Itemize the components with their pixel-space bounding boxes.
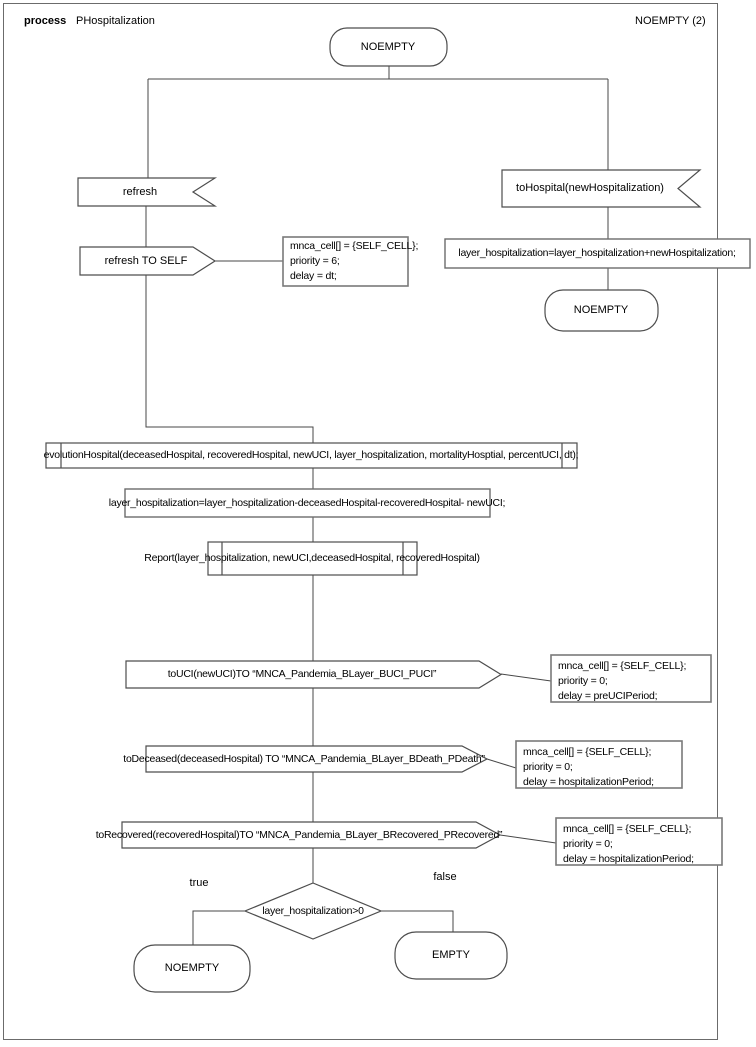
- state-start-label: NOEMPTY: [360, 41, 416, 53]
- state-end-true-label: NOEMPTY: [164, 962, 220, 974]
- header-process-name: PHospitalization: [76, 15, 155, 27]
- receive-refresh-shape[interactable]: [78, 178, 215, 206]
- note-touci-line-2: priority = 0;: [558, 675, 608, 687]
- process-report-box[interactable]: [208, 542, 417, 575]
- note-todeceased-line-3: delay = hospitalizationPeriod;: [523, 776, 654, 788]
- note-torecovered-line-3: delay = hospitalizationPeriod;: [563, 853, 694, 865]
- connector-torecovered-note: [500, 835, 556, 843]
- state-end-false-label: EMPTY: [432, 949, 470, 961]
- note-todeceased-box[interactable]: [516, 741, 682, 788]
- note-refresh-line-1: mnca_cell[] = {SELF_CELL};: [290, 240, 419, 252]
- process-report-label: Report(layer_hospitalization, newUCI,deceasedHospital, recoveredHospital): [144, 552, 480, 564]
- note-todeceased-line-2: priority = 0;: [523, 761, 573, 773]
- receive-tohospital-shape[interactable]: [502, 170, 700, 207]
- action-subtract-label: layer_hospitalization=layer_hospitalization-deceasedHospital-recoveredHospital- newUCI;: [108, 497, 506, 509]
- state-after-hospital-label: NOEMPTY: [573, 304, 629, 316]
- action-add-hospitalization-box[interactable]: [445, 239, 750, 268]
- note-touci-box[interactable]: [551, 655, 711, 702]
- note-torecovered-line-2: priority = 0;: [563, 838, 613, 850]
- decision-false-label: false: [433, 871, 457, 883]
- decision-condition-label: layer_hospitalization>0: [262, 905, 364, 917]
- send-refresh-to-self-shape[interactable]: [80, 247, 215, 275]
- header-state-indicator: NOEMPTY (2): [635, 15, 706, 27]
- send-touci-shape[interactable]: [126, 661, 501, 688]
- state-after-hospital-shape[interactable]: [545, 290, 658, 331]
- state-end-false-shape[interactable]: [395, 932, 507, 979]
- state-start-shape[interactable]: [330, 28, 447, 66]
- send-torecovered-shape[interactable]: [122, 822, 500, 848]
- connector-touci-note: [501, 674, 551, 681]
- send-touci-label: toUCI(newUCI)TO “MNCA_Pandemia_BLayer_BUCI_PUCI”: [167, 668, 437, 680]
- state-end-true-shape[interactable]: [134, 945, 250, 992]
- note-touci-line-3: delay = preUCIPeriod;: [558, 690, 658, 702]
- decision-diamond-shape[interactable]: [245, 883, 381, 939]
- note-torecovered-box[interactable]: [556, 818, 722, 865]
- send-todeceased-shape[interactable]: [146, 746, 487, 772]
- connector-decision-false: [381, 911, 453, 932]
- connector-todeceased-note: [487, 759, 516, 768]
- note-torecovered-line-1: mnca_cell[] = {SELF_CELL};: [563, 823, 692, 835]
- process-evolution-box[interactable]: [43, 443, 579, 468]
- note-refresh-line-3: delay = dt;: [290, 270, 337, 282]
- header-kind-label: process: [24, 15, 67, 27]
- send-todeceased-label: toDeceased(deceasedHospital) TO “MNCA_Pandemia_BLayer_BDeath_PDeath”: [123, 753, 485, 765]
- send-torecovered-label: toRecovered(recoveredHospital)TO “MNCA_Pandemia_BLayer_BRecovered_PRecovered”: [95, 829, 503, 841]
- receive-refresh-label: refresh: [122, 186, 158, 198]
- action-add-hospitalization-label: layer_hospitalization=layer_hospitalization+newHospitalization;: [458, 247, 736, 259]
- connector-decision-true: [193, 911, 245, 945]
- note-todeceased-line-1: mnca_cell[] = {SELF_CELL};: [523, 746, 652, 758]
- page-border: [4, 4, 718, 1040]
- process-evolution-label: evolutionHospital(deceasedHospital, recoveredHospital, newUCI, layer_hospitalization, mortalityHosptial, percentUCI, dt);: [43, 449, 579, 461]
- action-subtract-box[interactable]: [125, 489, 490, 517]
- note-refresh-box[interactable]: [283, 237, 408, 286]
- decision-true-label: true: [189, 877, 209, 889]
- connector-send-to-evolution: [146, 275, 313, 443]
- send-refresh-to-self-label: refresh TO SELF: [104, 255, 188, 267]
- receive-tohospital-label: toHospital(newHospitalization): [516, 182, 664, 194]
- note-refresh-line-2: priority = 6;: [290, 255, 340, 267]
- note-touci-line-1: mnca_cell[] = {SELF_CELL};: [558, 660, 687, 672]
